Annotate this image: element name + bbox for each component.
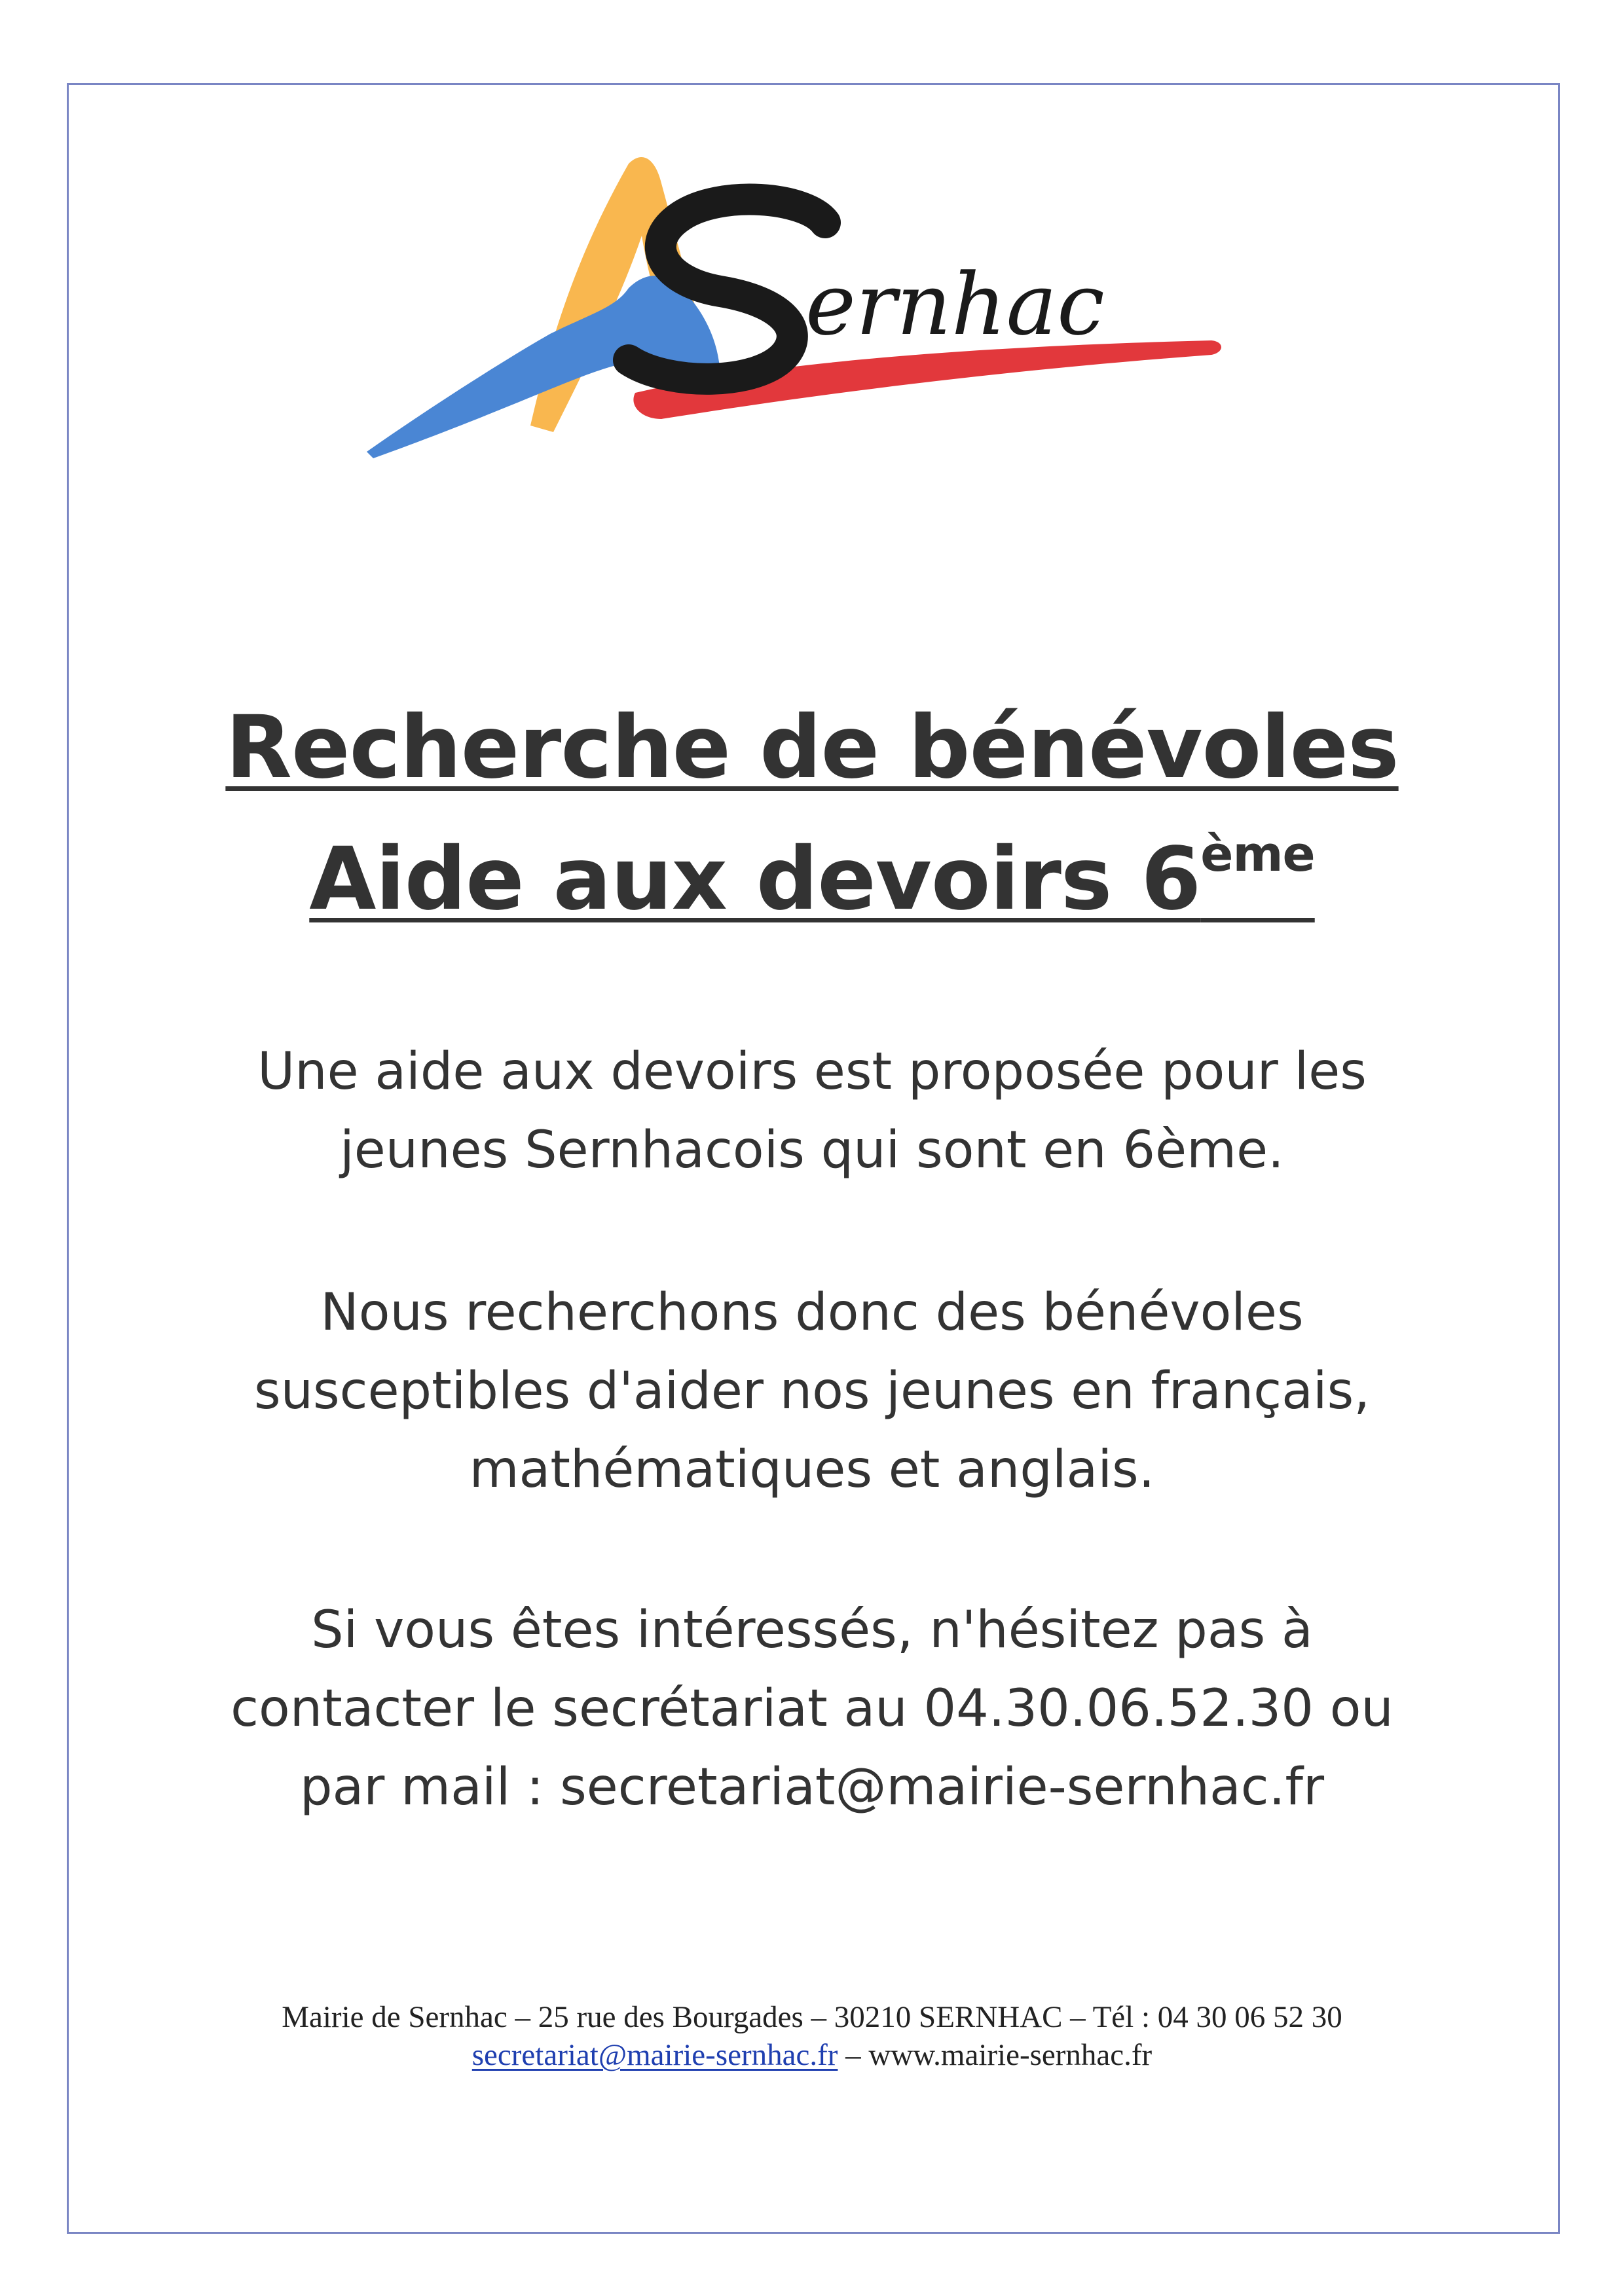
paragraph-contact xyxy=(0,1591,1624,1827)
paragraph-line: jeunes Sernhacois qui sont en 6ème. xyxy=(340,1121,1284,1180)
footer-contact-line xyxy=(0,2036,1624,2074)
headline-superscript: ème xyxy=(1200,826,1315,883)
footer-address: Mairie de Sernhac – 25 rue des Bourgades – 30210 SERNHAC – Tél : 04 30 06 52 30 xyxy=(282,2000,1342,2034)
headline-line-1 xyxy=(0,697,1624,798)
paragraph-line: susceptibles d'aider nos jeunes en français, xyxy=(253,1362,1371,1421)
headline-subtitle xyxy=(309,826,1315,930)
footer-separator: – xyxy=(838,2038,869,2072)
paragraph-line: Une aide aux devoirs est proposée pour les xyxy=(257,1042,1367,1101)
headline-line-2 xyxy=(0,826,1624,930)
paragraph-line: contacter le secrétariat au 04.30.06.52.30 ou xyxy=(231,1679,1393,1738)
sernhac-logo-graphic xyxy=(354,144,1231,471)
sernhac-logo xyxy=(354,144,1231,471)
headline-title: Recherche de bénévoles xyxy=(225,697,1399,798)
paragraph-line: Si vous êtes intéressés, n'hésitez pas à xyxy=(311,1601,1313,1660)
paragraph-request xyxy=(0,1273,1624,1509)
paragraph-intro xyxy=(0,1032,1624,1190)
logo-wordmark: ernhac xyxy=(805,255,1105,354)
footer-email-link[interactable]: secretariat@mairie-sernhac.fr xyxy=(471,2038,838,2072)
footer-website: www.mairie-sernhac.fr xyxy=(868,2038,1153,2072)
paragraph-line: mathématiques et anglais. xyxy=(469,1440,1155,1499)
headline-subtitle-text: Aide aux devoirs 6 xyxy=(309,829,1201,930)
paragraph-line: par mail : secretariat@mairie-sernhac.fr xyxy=(299,1758,1325,1817)
paragraph-line: Nous recherchons donc des bénévoles xyxy=(320,1283,1304,1342)
